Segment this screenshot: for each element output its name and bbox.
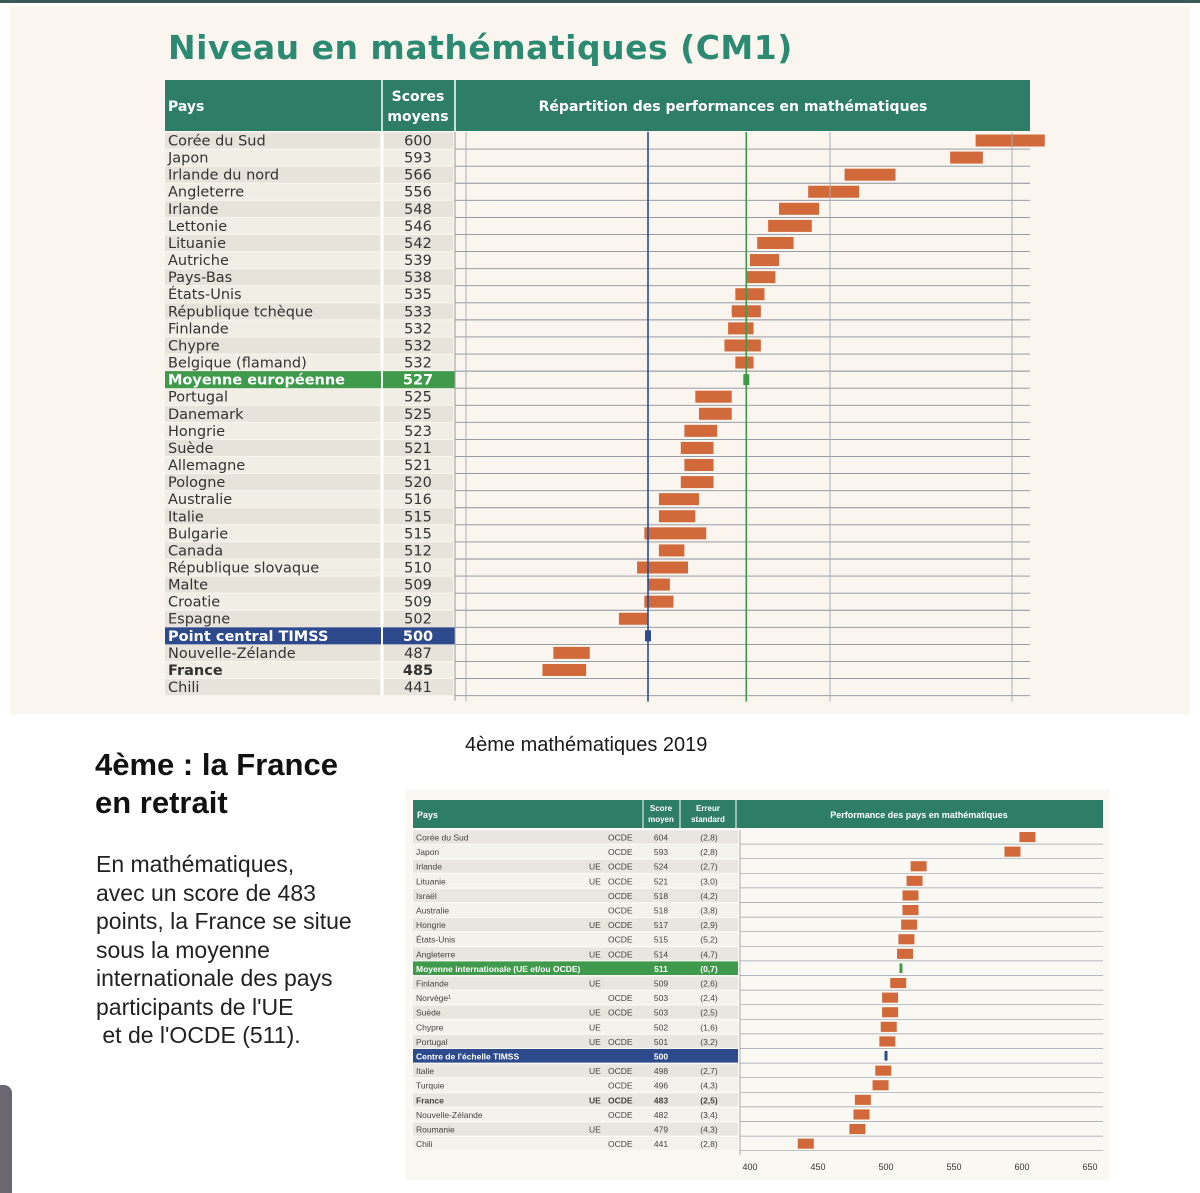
row-score: 521 (653, 876, 669, 887)
row-country: Israël (416, 890, 437, 901)
row-score: 515 (404, 509, 432, 526)
row-shade (413, 1079, 738, 1092)
performance-bar (849, 1124, 865, 1134)
row-ue: UE (589, 1095, 601, 1106)
row-ue: UE (589, 978, 601, 989)
row-score: 502 (404, 611, 432, 628)
row-score: 600 (404, 133, 432, 150)
row-ue: UE (589, 949, 601, 960)
row-country: Roumanie (416, 1124, 455, 1135)
row-error: (4,3) (700, 1124, 718, 1135)
row-score: 483 (653, 1095, 669, 1106)
header-performance: Performance des pays en mathématiques (830, 810, 1008, 820)
row-ocde: OCDE (608, 1095, 633, 1106)
row-country: Turquie (416, 1080, 445, 1091)
row-ocde: OCDE (608, 1080, 633, 1091)
row-score: 512 (404, 543, 432, 560)
row-score: 441 (404, 680, 432, 697)
row-country: Irlande du nord (168, 167, 280, 184)
row-score: 485 (402, 662, 434, 679)
row-country: Corée du Sud (416, 832, 469, 843)
header-score: moyens (387, 109, 449, 125)
performance-bar (1019, 832, 1035, 842)
row-country: Canada (168, 543, 224, 560)
row-shade (413, 1137, 738, 1150)
row-shade (413, 933, 738, 946)
row-ocde: OCDE (608, 1036, 633, 1047)
performance-bar (911, 861, 927, 871)
paragraph-line: et de l'OCDE (511). (96, 1022, 301, 1048)
row-score: 441 (653, 1139, 669, 1150)
average-marker (899, 963, 902, 973)
row-country: États-Unis (416, 934, 456, 945)
row-country: Finlande (416, 978, 449, 989)
row-ue: UE (589, 1022, 601, 1033)
row-score: 538 (404, 270, 432, 287)
row-country: Malte (168, 577, 209, 594)
row-country: Danemark (168, 406, 244, 423)
header-score: Scores (391, 89, 445, 105)
row-error: (3,4) (700, 1109, 718, 1120)
row-error: (2,5) (700, 1095, 718, 1106)
row-ocde: OCDE (608, 1109, 633, 1120)
row-shade (413, 1123, 738, 1136)
row-score: 503 (653, 993, 669, 1004)
row-country: Pays-Bas (168, 270, 233, 287)
row-ue: UE (589, 1066, 601, 1077)
performance-bar (881, 1022, 897, 1032)
row-score: 525 (404, 406, 432, 423)
row-score: 503 (653, 1007, 669, 1018)
row-score: 487 (404, 645, 432, 662)
row-score: 532 (404, 321, 432, 338)
paragraph-line: points, la France se situe (96, 908, 352, 934)
row-country: Norvège¹ (416, 993, 451, 1004)
row-ocde: OCDE (608, 905, 633, 916)
row-score: 527 (402, 372, 434, 389)
row-score: 515 (404, 526, 432, 543)
header-distribution: Répartition des performances en mathématiques (538, 99, 928, 115)
x-tick-label: 550 (946, 1162, 962, 1172)
row-shade (413, 977, 738, 990)
row-country: Australie (168, 492, 233, 509)
row-score: 500 (653, 1051, 669, 1062)
row-score: 482 (653, 1109, 669, 1120)
row-country: Moyenne européenne (168, 372, 346, 389)
row-score: 501 (653, 1036, 669, 1047)
row-error: (3,8) (700, 905, 718, 916)
row-score: 532 (404, 355, 432, 372)
row-country: France (416, 1095, 444, 1106)
performance-bar (898, 934, 914, 944)
row-score: 532 (404, 338, 432, 355)
row-score: 556 (404, 184, 432, 201)
row-country: Pologne (168, 475, 226, 492)
x-tick-label: 600 (1014, 1162, 1030, 1172)
row-error: (2,8) (700, 847, 718, 858)
row-error: (2,7) (700, 861, 718, 872)
row-shade (413, 874, 738, 887)
row-error: (2,4) (700, 993, 718, 1004)
x-tick-label: 450 (810, 1162, 826, 1172)
row-error: (3,0) (700, 876, 718, 887)
row-shade (413, 947, 738, 960)
row-country: Espagne (168, 611, 231, 628)
row-ocde: OCDE (608, 861, 633, 872)
row-country: Croatie (168, 594, 221, 611)
header-error: standard (691, 815, 725, 824)
row-ocde: OCDE (608, 993, 633, 1004)
paragraph-line: avec un score de 483 (96, 879, 316, 906)
row-shade (413, 889, 738, 902)
performance-bar (855, 1095, 871, 1105)
performance-bar (875, 1066, 891, 1076)
row-error: (1,6) (700, 1022, 718, 1033)
row-ocde: OCDE (608, 890, 633, 901)
row-country: Corée du Sud (168, 133, 266, 150)
row-error: (2,8) (700, 832, 718, 843)
row-score: 514 (653, 949, 669, 960)
row-score: 518 (653, 890, 669, 901)
row-ue: UE (589, 920, 601, 931)
row-score: 518 (653, 905, 669, 916)
row-country: Japon (416, 847, 440, 858)
performance-bar (902, 890, 918, 900)
performance-bar (873, 1080, 889, 1090)
top-chart-title: Niveau en mathématiques (CM1) (168, 28, 793, 67)
row-shade (413, 1020, 738, 1033)
row-error: (2,7) (700, 1066, 718, 1077)
row-ocde: OCDE (608, 1066, 633, 1077)
row-score: 479 (653, 1124, 669, 1135)
performance-bar (882, 993, 898, 1003)
row-error: (4,3) (700, 1080, 718, 1091)
row-country: Centre de l'échelle TIMSS (416, 1051, 520, 1062)
header-error: Erreur (695, 804, 721, 813)
row-country: Irlande (416, 861, 442, 872)
paragraph-line: En mathématiques, (96, 851, 295, 877)
header-country: Pays (168, 99, 205, 115)
performance-bar (902, 905, 918, 915)
row-score: 521 (404, 440, 432, 457)
row-country: Hongrie (416, 920, 446, 931)
row-country: Chypre (416, 1022, 444, 1033)
x-tick-label: 400 (742, 1162, 758, 1172)
row-country: Angleterre (416, 949, 456, 960)
row-ocde: OCDE (608, 876, 633, 887)
row-ocde: OCDE (608, 1007, 633, 1018)
row-country: Australie (416, 905, 450, 916)
row-country: Lituanie (168, 235, 227, 252)
row-score: 539 (404, 253, 432, 270)
row-score: 510 (404, 560, 432, 577)
performance-bar (890, 978, 906, 988)
row-error: (4,2) (700, 890, 718, 901)
row-ocde: OCDE (608, 847, 633, 858)
average-marker (885, 1051, 888, 1061)
row-country: Irlande (168, 201, 219, 218)
row-country: Chypre (168, 338, 220, 355)
row-score: 548 (404, 201, 432, 218)
row-score: 509 (404, 577, 432, 594)
row-shade (413, 991, 738, 1004)
row-country: Italie (168, 509, 204, 526)
paragraph-line: sous la moyenne (96, 936, 270, 963)
performance-bar (907, 876, 923, 886)
row-error: (0,7) (700, 963, 718, 974)
row-error: (2,6) (700, 978, 718, 989)
row-score: 517 (653, 920, 669, 931)
row-shade (413, 918, 738, 931)
row-score: 593 (404, 150, 432, 167)
row-error: (2,8) (700, 1139, 718, 1150)
row-ue: UE (589, 1124, 601, 1135)
row-ocde: OCDE (608, 832, 633, 843)
row-error: (2,5) (700, 1007, 718, 1018)
bottom-chart-title: 4ème mathématiques 2019 (465, 734, 708, 756)
performance-bar (882, 1007, 898, 1017)
row-country: Portugal (416, 1036, 448, 1047)
header-score: Score (649, 804, 673, 813)
row-country: Lituanie (416, 876, 446, 887)
header-country: Pays (417, 810, 439, 820)
row-shade (413, 860, 738, 873)
row-country: Moyenne internationale (UE et/ou OCDE) (416, 963, 581, 974)
x-tick-label: 650 (1082, 1162, 1098, 1172)
row-country: Angleterre (168, 184, 245, 201)
row-shade (413, 904, 738, 917)
performance-bar (879, 1036, 895, 1046)
row-country: France (168, 662, 223, 679)
row-score: 500 (402, 628, 434, 645)
row-error: (2,9) (700, 920, 718, 931)
row-country: Lettonie (168, 218, 228, 235)
row-score: 566 (404, 167, 432, 184)
row-score: 523 (404, 423, 432, 440)
row-country: Belgique (flamand) (168, 355, 307, 372)
row-country: République tchèque (168, 304, 314, 321)
row-ue: UE (589, 876, 601, 887)
row-country: Autriche (168, 253, 229, 270)
row-country: Nouvelle-Zélande (168, 645, 296, 662)
row-country: Chili (168, 680, 200, 697)
row-country: Japon (168, 150, 209, 167)
row-country: Allemagne (168, 458, 246, 475)
row-ue: UE (589, 1036, 601, 1047)
row-country: République slovaque (168, 560, 320, 577)
row-score: 525 (404, 389, 432, 406)
row-score: 546 (404, 218, 432, 235)
row-score: 515 (653, 934, 669, 945)
row-error: (3,2) (700, 1036, 718, 1047)
row-country: Italie (416, 1066, 434, 1077)
row-score: 542 (404, 235, 432, 252)
row-ue: UE (589, 861, 601, 872)
row-country: Finlande (168, 321, 229, 338)
performance-bar (897, 949, 913, 959)
row-error: (4,7) (700, 949, 718, 960)
row-ue: UE (589, 1007, 601, 1018)
row-score: 593 (653, 847, 669, 858)
row-score: 509 (653, 978, 669, 989)
row-country: Hongrie (168, 423, 226, 440)
row-country: États-Unis (168, 287, 242, 304)
row-ocde: OCDE (608, 934, 633, 945)
row-country: Suède (168, 440, 214, 457)
header-score: moyen (648, 815, 674, 824)
row-score: 520 (404, 475, 432, 492)
row-score: 533 (404, 304, 432, 321)
paragraph-line: participants de l'UE (96, 993, 294, 1020)
heading-line: 4ème : la France (95, 747, 338, 782)
performance-bar (854, 1109, 870, 1119)
row-error: (5,2) (700, 934, 718, 945)
row-country: Portugal (168, 389, 229, 406)
row-score: 509 (404, 594, 432, 611)
row-shade (413, 845, 738, 858)
row-score: 521 (404, 458, 432, 475)
x-tick-label: 500 (878, 1162, 894, 1172)
row-shade (413, 1064, 738, 1077)
row-country: Suède (416, 1007, 441, 1018)
heading-line: en retrait (95, 785, 228, 820)
performance-bar (901, 920, 917, 930)
row-shade (413, 1035, 738, 1048)
row-country: Point central TIMSS (168, 628, 329, 645)
performance-bar (798, 1139, 814, 1149)
row-score: 604 (653, 832, 669, 843)
row-score: 524 (653, 861, 669, 872)
row-shade (413, 1093, 738, 1106)
row-ocde: OCDE (608, 949, 633, 960)
paragraph-line: internationale des pays (96, 965, 333, 991)
row-score: 511 (654, 963, 668, 974)
row-country: Bulgarie (168, 526, 229, 543)
row-score: 516 (404, 492, 432, 509)
row-country: Chili (416, 1139, 433, 1150)
performance-bar (1004, 847, 1020, 857)
row-shade (413, 1006, 738, 1019)
row-ocde: OCDE (608, 1139, 633, 1150)
row-ocde: OCDE (608, 920, 633, 931)
row-score: 502 (653, 1022, 669, 1033)
row-score: 498 (653, 1066, 669, 1077)
row-score: 496 (653, 1080, 669, 1091)
row-country: Nouvelle-Zélande (416, 1109, 483, 1120)
row-score: 535 (404, 287, 432, 304)
